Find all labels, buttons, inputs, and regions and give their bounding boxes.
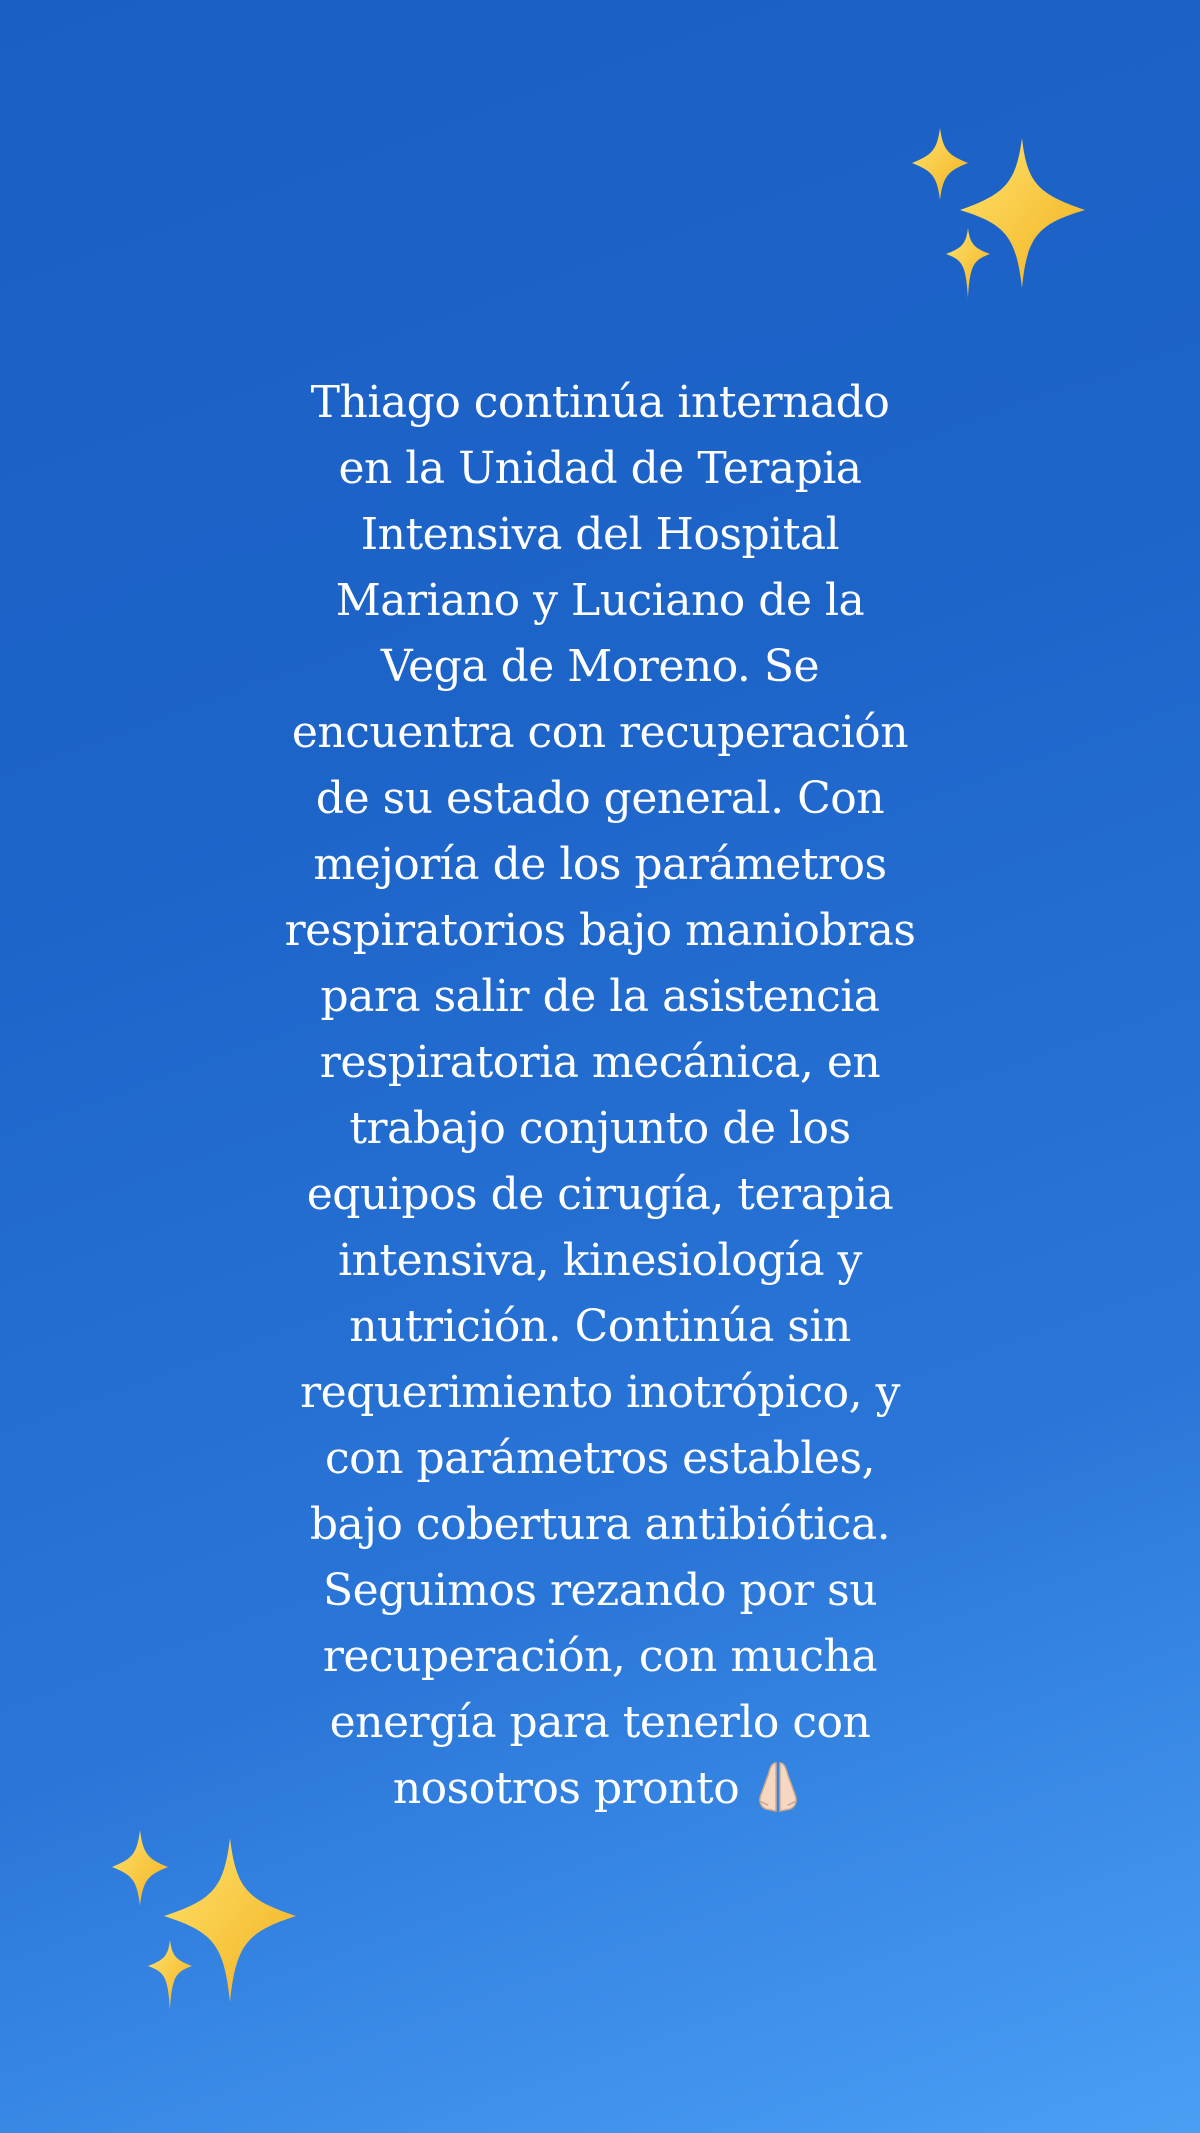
story-line: recuperación, con mucha — [322, 1631, 878, 1682]
story-line: Thiago continúa internado — [310, 377, 890, 428]
story-line: con parámetros estables, — [324, 1433, 876, 1484]
story-text — [200, 370, 1000, 1822]
story-line: de su estado general. Con — [315, 773, 885, 824]
story-line: equipos de cirugía, terapia — [306, 1169, 894, 1220]
sparkles-icon — [910, 128, 1090, 308]
story-line: encuentra con recuperación — [291, 707, 909, 758]
story-line: Vega de Moreno. Se — [380, 641, 820, 692]
story-line: respiratoria mecánica, en — [319, 1037, 881, 1088]
story-line: respiratorios bajo maniobras — [284, 905, 916, 956]
story-line: energía para tenerlo con — [329, 1697, 871, 1748]
story-line: mejoría de los parámetros — [313, 839, 887, 890]
story-line: requerimiento inotrópico, y — [300, 1367, 900, 1418]
story-line: trabajo conjunto de los — [349, 1103, 851, 1154]
sparkles-icon — [110, 1830, 300, 2020]
story-line: Mariano y Luciano de la — [335, 575, 865, 626]
story-line: bajo cobertura antibiótica. — [309, 1499, 891, 1550]
story-line: Seguimos rezando por su — [322, 1565, 878, 1616]
story-line: nutrición. Continúa sin — [349, 1301, 851, 1352]
story-line: para salir de la asistencia — [320, 971, 880, 1022]
story-line: en la Unidad de Terapia — [338, 443, 862, 494]
story-line: intensiva, kinesiología y — [338, 1235, 862, 1286]
folded-hands-icon — [749, 1757, 807, 1815]
story-line: nosotros pronto — [392, 1763, 740, 1814]
story-line: Intensiva del Hospital — [360, 509, 840, 560]
